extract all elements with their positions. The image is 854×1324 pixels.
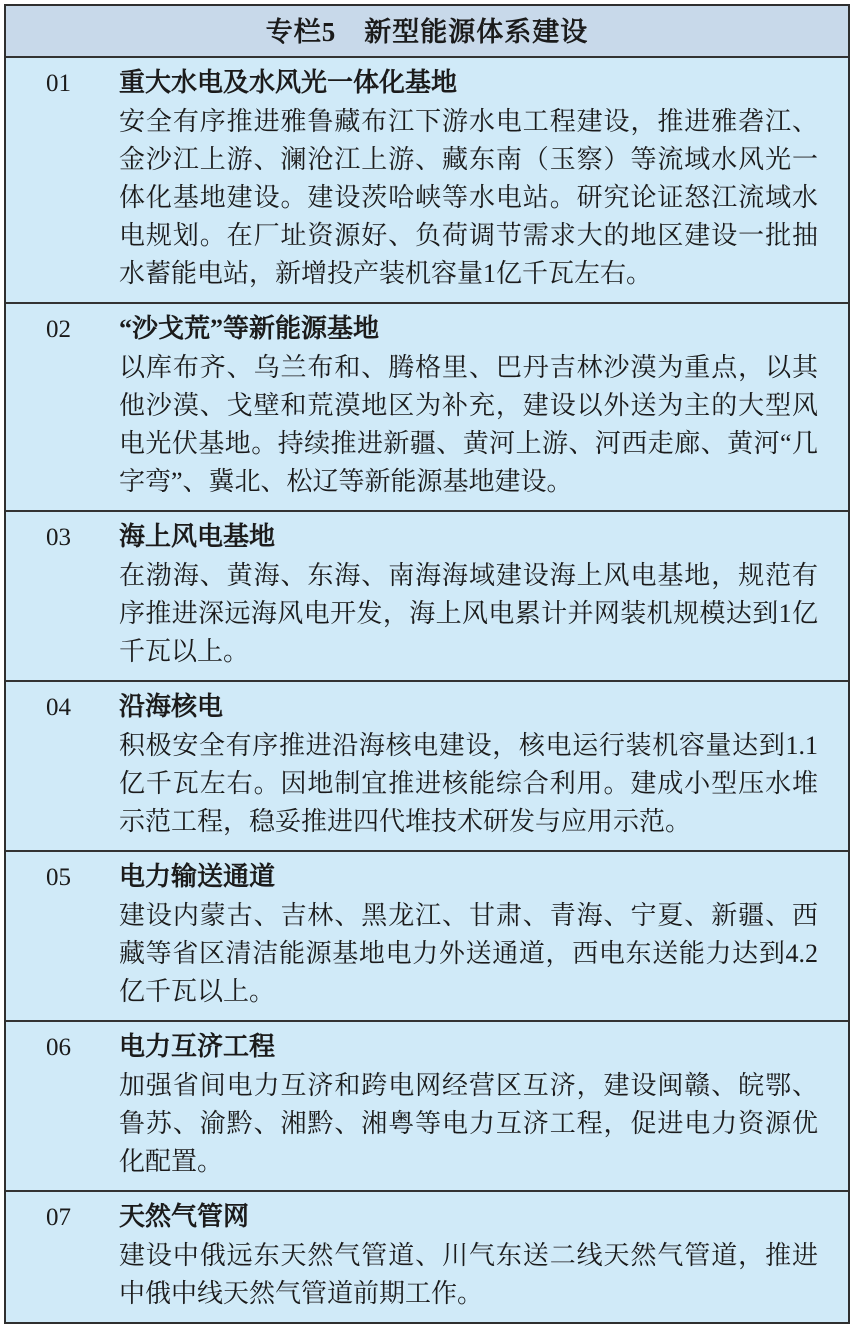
section-header	[46, 688, 818, 727]
section-row-04	[6, 682, 848, 852]
section-number: 03	[46, 524, 71, 551]
box-title: 专栏5 新型能源体系建设	[6, 6, 848, 58]
section-number: 04	[46, 694, 71, 721]
section-header	[46, 518, 818, 557]
section-row-03	[6, 512, 848, 682]
section-row-06	[6, 1022, 848, 1192]
section-row-05	[6, 852, 848, 1022]
section-number: 02	[46, 316, 71, 343]
section-number: 07	[46, 1204, 71, 1231]
section-row-02	[6, 304, 848, 512]
section-number: 05	[46, 864, 71, 891]
section-row-07	[6, 1192, 848, 1322]
section-body: 建设内蒙古、吉林、黑龙江、甘肃、青海、宁夏、新疆、西藏等省区清洁能源基地电力外送通道，西电东送能力达到4.2亿千瓦以上。	[119, 901, 818, 1006]
policy-box	[4, 4, 850, 1324]
section-header	[46, 64, 818, 103]
section-body: 建设中俄远东天然气管道、川气东送二线天然气管道，推进中俄中线天然气管道前期工作。	[119, 1241, 818, 1308]
section-header	[46, 310, 818, 349]
section-header	[46, 1198, 818, 1237]
section-heading: 沿海核电	[119, 692, 224, 721]
section-row-01	[6, 58, 848, 304]
section-body: 以库布齐、乌兰布和、腾格里、巴丹吉林沙漠为重点，以其他沙漠、戈壁和荒漠地区为补充，建设以外送为主的大型风电光伏基地。持续推进新疆、黄河上游、河西走廊、黄河“几字弯”、冀北、松辽等新能源基地建设。	[119, 353, 818, 496]
section-number: 01	[46, 70, 71, 97]
section-body: 在渤海、黄海、东海、南海海域建设海上风电基地，规范有序推进深远海风电开发，海上风电累计并网装机规模达到1亿千瓦以上。	[119, 561, 818, 666]
section-heading: 重大水电及水风光一体化基地	[119, 68, 458, 97]
section-heading: 天然气管网	[119, 1202, 250, 1231]
section-list	[6, 58, 848, 1322]
section-header	[46, 858, 818, 897]
section-heading: “沙戈荒”等新能源基地	[119, 314, 380, 343]
section-body: 安全有序推进雅鲁藏布江下游水电工程建设，推进雅砻江、金沙江上游、澜沧江上游、藏东南（玉察）等流域水风光一体化基地建设。建设茨哈峡等水电站。研究论证怒江流域水电规划。在厂址资源好、负荷调节需求大的地区建设一批抽水蓄能电站，新增投产装机容量1亿千瓦左右。	[119, 107, 818, 288]
section-heading: 海上风电基地	[119, 522, 276, 551]
section-body: 积极安全有序推进沿海核电建设，核电运行装机容量达到1.1亿千瓦左右。因地制宜推进核能综合利用。建成小型压水堆示范工程，稳妥推进四代堆技术研发与应用示范。	[119, 731, 818, 836]
section-heading: 电力互济工程	[119, 1032, 276, 1061]
section-body: 加强省间电力互济和跨电网经营区互济，建设闽赣、皖鄂、鲁苏、渝黔、湘黔、湘粤等电力互济工程，促进电力资源优化配置。	[119, 1071, 818, 1176]
section-header	[46, 1028, 818, 1067]
section-number: 06	[46, 1034, 71, 1061]
section-heading: 电力输送通道	[119, 862, 276, 891]
